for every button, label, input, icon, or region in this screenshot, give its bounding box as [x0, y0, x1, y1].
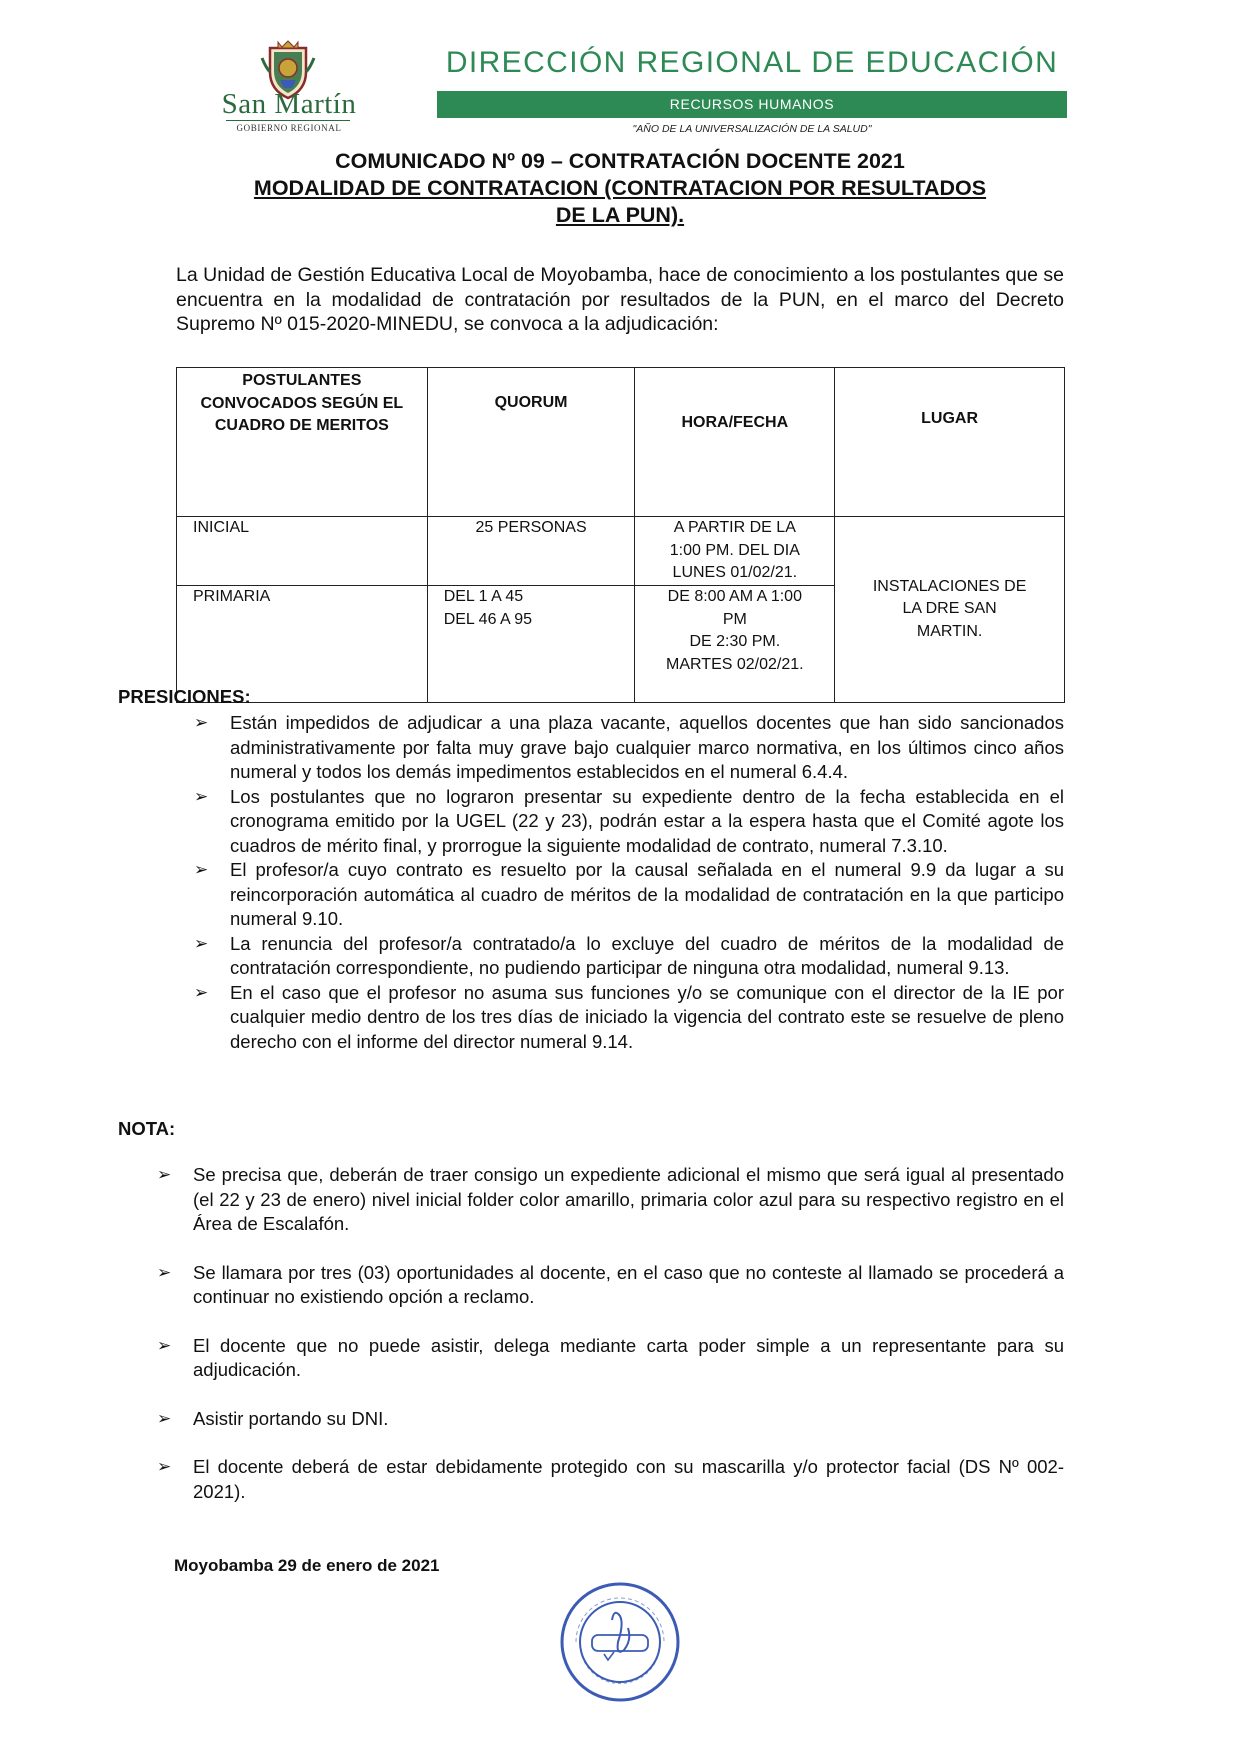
nota-heading: NOTA: [118, 1118, 176, 1139]
hora-fecha-line: 1:00 PM. DEL DIA [669, 541, 800, 559]
nivel-cell: INICIAL [177, 517, 428, 586]
header-hora-fecha-label: HORA/FECHA [681, 414, 789, 431]
hora-fecha-cell [635, 586, 835, 703]
lugar-cell [835, 517, 1065, 703]
list-item [194, 981, 1064, 1055]
list-item [194, 858, 1064, 932]
arrow-bullet-icon: ➢ [194, 786, 209, 806]
list-item-text: El docente deberá de estar debidamente protegido con su mascarilla y/o protector facial (DS Nº 002-2021). [193, 1456, 1064, 1502]
arrow-bullet-icon: ➢ [194, 982, 209, 1002]
nota-list [157, 1163, 1064, 1528]
arrow-bullet-icon: ➢ [157, 1335, 172, 1355]
table-header-row [177, 368, 1065, 517]
lugar-line: INSTALACIONES DE [872, 577, 1027, 595]
list-item-text: Se precisa que, deberán de traer consigo un expediente adicional el mismo que será igual al presentado (el 22 y 23 de enero) nivel inicial folder color amarillo, primaria color azul para su respectivo registro en el Área de Escalafón. [193, 1164, 1064, 1234]
logo-divider [226, 120, 350, 121]
hora-fecha-line: DE 8:00 AM A 1:00 [667, 588, 802, 605]
hora-fecha-cell [635, 517, 835, 586]
list-item [194, 711, 1064, 785]
schedule-table [176, 367, 1065, 703]
year-motto: "AÑO DE LA UNIVERSALIZACIÓN DE LA SALUD" [632, 123, 872, 135]
arrow-bullet-icon: ➢ [194, 933, 209, 953]
title-line-1: COMUNICADO Nº 09 – CONTRATACIÓN DOCENTE 2021 [335, 149, 905, 173]
arrow-bullet-icon: ➢ [157, 1457, 172, 1476]
quorum-line: DEL 1 A 45 [443, 588, 524, 605]
list-item [157, 1407, 1064, 1432]
list-item [157, 1163, 1064, 1237]
hora-fecha-line: PM [722, 610, 747, 628]
presiciones-heading: PRESICIONES: [118, 686, 251, 707]
list-item-text: El profesor/a cuyo contrato es resuelto por la causal señalada en el numeral 9.9 da lugar a su reincorporación automática al cuadro de méritos de la modalidad de contratación en la que participo numeral 9.10. [230, 859, 1064, 929]
quorum-cell [427, 586, 635, 703]
list-item [194, 932, 1064, 981]
quorum-line: 25 PERSONAS [475, 519, 587, 536]
header-postulantes [177, 368, 428, 517]
hora-fecha-line: MARTES 02/02/21. [666, 655, 804, 673]
header-postulantes-line: CONVOCADOS SEGÚN EL [200, 394, 404, 412]
header-quorum-label: QUORUM [494, 394, 568, 411]
quorum-cell [427, 517, 635, 586]
presiciones-list [194, 711, 1064, 1054]
header-postulantes-line: CUADRO DE MERITOS [214, 417, 389, 434]
document-header [0, 0, 1240, 140]
title-line-3: DE LA PUN). [555, 203, 685, 227]
header-postulantes-line: POSTULANTES [242, 372, 362, 389]
header-lugar-label: LUGAR [921, 410, 979, 427]
logo-subtitle: GOBIERNO REGIONAL [236, 123, 342, 133]
intro-paragraph: La Unidad de Gestión Educativa Local de Moyobamba, hace de conocimiento a los postulantes que se encuentra en la modalidad de contratación por resultados de la PUN, en el marco del Decreto Supremo Nº 015-2020-MINEDU, se convoca a la adjudicación: [176, 264, 1064, 335]
list-item-text: Los postulantes que no lograron presentar su expediente dentro de la fecha establecida en el cronograma emitido por la UGEL (22 y 23), podrán estar a la espera hasta que el Comité agote los cuadros de mérito final, y prorrogue la siguiente modalidad de contrato, numeral 7.3.10. [230, 785, 1064, 856]
logo-name: San Martín [221, 88, 357, 120]
hora-fecha-line: LUNES 01/02/21. [672, 564, 798, 581]
hora-fecha-line: A PARTIR DE LA [673, 519, 796, 536]
arrow-bullet-icon: ➢ [157, 1165, 172, 1184]
header-lugar [835, 368, 1065, 517]
list-item-text: Están impedidos de adjudicar a una plaza vacante, aquellos docentes que han sido sancionados administrativamente por falta muy grave bajo cualquier marco normativa, en los últimos cinco años numeral y todos los demás impedimentos establecidos en el numeral 6.4.4. [230, 712, 1064, 782]
arrow-bullet-icon: ➢ [157, 1262, 172, 1282]
list-item [157, 1261, 1064, 1310]
quorum-line: DEL 46 A 95 [443, 610, 533, 628]
nivel-cell: PRIMARIA [177, 586, 428, 703]
list-item [194, 785, 1064, 859]
communique-title [176, 148, 1064, 229]
arrow-bullet-icon: ➢ [194, 713, 209, 732]
title-line-2: MODALIDAD DE CONTRATACION (CONTRATACION POR RESULTADOS [253, 176, 987, 200]
list-item [157, 1455, 1064, 1504]
header-hora-fecha [635, 368, 835, 517]
hora-fecha-line: DE 2:30 PM. [689, 633, 781, 650]
list-item-text: La renuncia del profesor/a contratado/a lo excluye del cuadro de méritos de la modalidad de contratación correspondiente, no pudiendo participar de ninguna otra modalidad, numeral 9.13. [230, 932, 1064, 978]
list-item [157, 1334, 1064, 1383]
lugar-line: MARTIN. [916, 622, 983, 640]
place-date-line: Moyobamba 29 de enero de 2021 [174, 1556, 440, 1575]
list-item-text: Asistir portando su DNI. [193, 1407, 389, 1429]
list-item-text: El docente que no puede asistir, delega mediante carta poder simple a un representante para su adjudicación. [193, 1334, 1064, 1380]
lugar-line: LA DRE SAN [902, 600, 997, 618]
list-item-text: En el caso que el profesor no asuma sus funciones y/o se comunique con el director de la IE por cualquier medio dentro de los tres días de iniciado la vigencia del contrato este se resuelve de pleno derecho con el informe del director numeral 9.14. [230, 981, 1064, 1052]
official-seal-stamp-icon [558, 1580, 682, 1704]
arrow-bullet-icon: ➢ [157, 1408, 172, 1428]
institution-title: DIRECCIÓN REGIONAL DE EDUCACIÓN [445, 46, 1059, 79]
list-item-text: Se llamara por tres (03) oportunidades al docente, en el caso que no conteste al llamado se procederá a continuar no existiendo opción a reclamo. [193, 1261, 1064, 1307]
header-quorum [427, 368, 635, 517]
department-label: RECURSOS HUMANOS [669, 96, 835, 112]
arrow-bullet-icon: ➢ [194, 860, 209, 879]
table-row [177, 517, 1065, 586]
